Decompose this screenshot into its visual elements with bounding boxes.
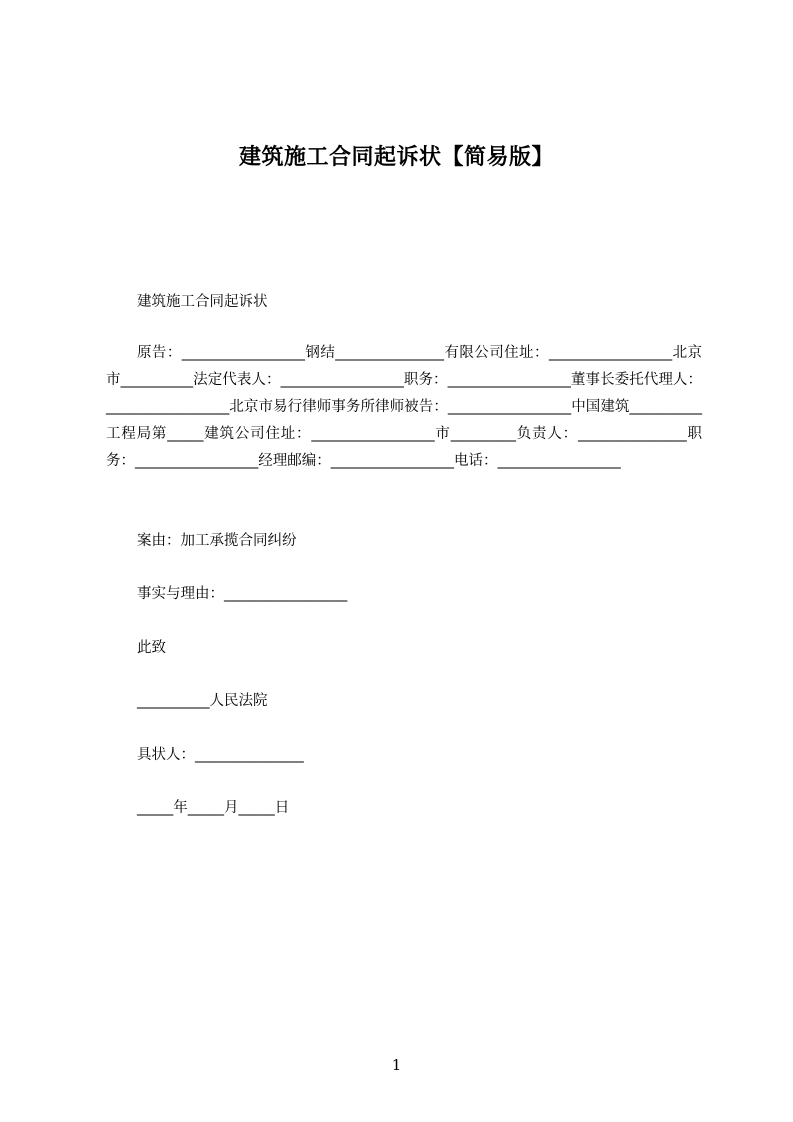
parties-paragraph: 原告：_________________钢结_______________有限公司住址：_________________北京市__________法定代表人：_________________职务：_________________董事长委托代理人：_________________北京市易行律师事务所律师被告：_________________中国建筑__________工程局第_____建筑公司住址：_________________市_________负责人：_______________职务：_________________经理邮编：_________________电话：_________________ (106, 345, 702, 469)
document-subtitle: 建筑施工合同起诉状 (137, 294, 268, 310)
salutation: 此致 (137, 640, 166, 656)
court-line: __________人民法院 (137, 693, 268, 709)
cause-line: 案由：加工承揽合同纠纷 (137, 533, 297, 549)
plaintiff-signature-line: 具状人：_______________ (137, 747, 304, 763)
page-number: 1 (391, 1056, 402, 1074)
date-line: _____年_____月_____日 (137, 800, 290, 816)
facts-line: 事实与理由：_________________ (137, 586, 348, 602)
page-title: 建筑施工合同起诉状【简易版】 (238, 145, 554, 170)
